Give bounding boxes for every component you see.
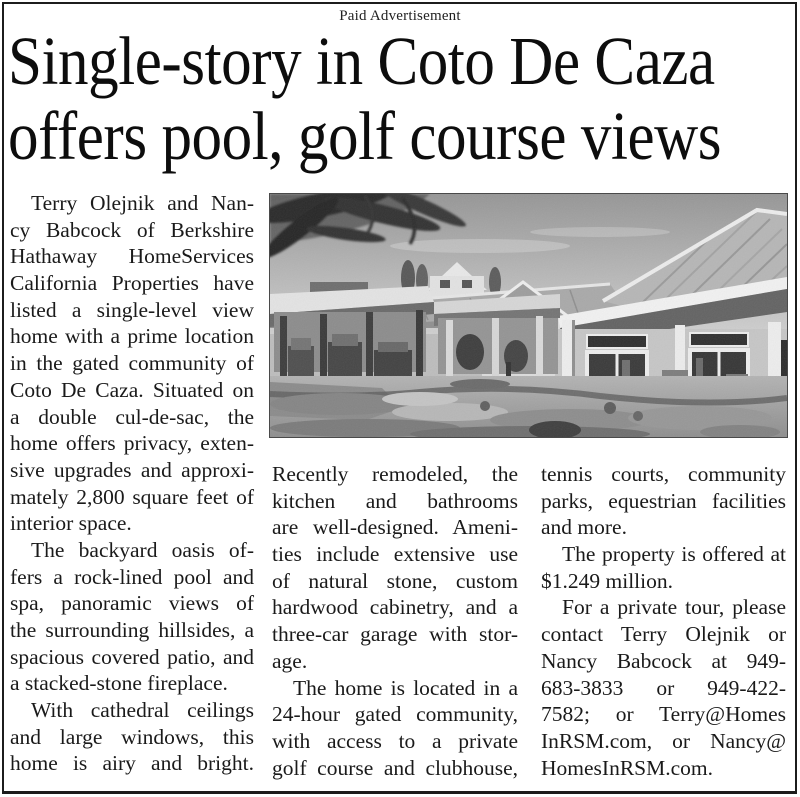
text-line: interior space.: [10, 511, 132, 536]
text-line: Nancy Babcock at 949-: [541, 648, 786, 673]
text-line: kitchen and bathrooms: [272, 488, 518, 513]
text-line: California Properties have: [10, 271, 254, 296]
headline-line2: offers pool, golf course views: [8, 98, 722, 174]
text-line: The home is located in a: [293, 675, 518, 700]
text-line: hardwood cabinetry, and a: [272, 595, 518, 620]
text-line: with access to a private: [272, 728, 518, 753]
text-line: three-car garage with stor-: [272, 622, 518, 647]
text-line: and large windows, this: [10, 724, 254, 749]
text-line: spacious covered patio, and: [10, 644, 254, 669]
text-line: 683-3833 or 949-422-: [541, 675, 786, 700]
text-line: home with a prime location: [10, 324, 254, 349]
text-line: 24-hour gated community,: [272, 702, 518, 727]
text-line: With cathedral ceilings: [31, 698, 254, 723]
text-line: a stacked-stone fireplace.: [10, 671, 228, 696]
text-line: Recently remodeled, the: [272, 462, 518, 486]
text-line: Coto De Caza. Situated on: [10, 377, 254, 402]
text-line: cy Babcock of Berkshire: [10, 217, 254, 242]
text-line: listed a single-level view: [10, 297, 254, 322]
text-line: home offers privacy, exten-: [10, 431, 254, 456]
article-column-1: [10, 190, 254, 777]
text-line: The property is offered at: [562, 542, 786, 567]
headline: [8, 24, 721, 174]
text-line: ties include extensive use: [272, 542, 518, 567]
headline-line1: Single-story in Coto De Caza: [8, 23, 715, 99]
kicker: Paid Advertisement: [339, 8, 461, 24]
text-line: tennis courts, community: [541, 462, 786, 486]
text-line: contact Terry Olejnik or: [541, 622, 786, 647]
text-line: the surrounding hillsides, a: [10, 618, 254, 642]
article-column-3: [541, 461, 786, 781]
photo-grain: [270, 194, 787, 437]
text-line: The backyard oasis of-: [31, 537, 254, 562]
text-line: $1.249 million.: [541, 568, 673, 593]
property-photo: [270, 194, 787, 437]
text-line: golf course and clubhouse,: [272, 755, 518, 780]
article-column-2: [272, 461, 518, 781]
text-line: 7582; or Terry@Homes: [541, 702, 786, 727]
text-line: of natural stone, custom: [272, 568, 518, 593]
text-line: Terry Olejnik and Nan-: [31, 191, 254, 215]
text-line: home is airy and bright.: [10, 751, 254, 776]
text-line: For a private tour, please: [562, 595, 786, 620]
text-line: mately 2,800 square feet of: [10, 484, 254, 509]
text-line: spa, panoramic views of: [10, 591, 254, 616]
text-line: Hathaway HomeServices: [10, 244, 254, 269]
property-photo-art: [270, 194, 787, 437]
text-line: parks, equestrian facilities: [541, 488, 786, 513]
text-line: fers a rock-lined pool and: [10, 564, 254, 589]
text-line: in the gated community of: [10, 351, 254, 376]
text-line: and more.: [541, 515, 627, 540]
text-line: HomesInRSM.com.: [541, 755, 713, 780]
text-line: are well-designed. Ameni-: [272, 515, 518, 540]
text-line: age.: [272, 648, 308, 673]
text-line: InRSM.com, or Nancy@: [541, 728, 786, 753]
text-line: a double cul-de-sac, the: [10, 404, 254, 429]
text-line: sive upgrades and approxi-: [10, 457, 254, 482]
